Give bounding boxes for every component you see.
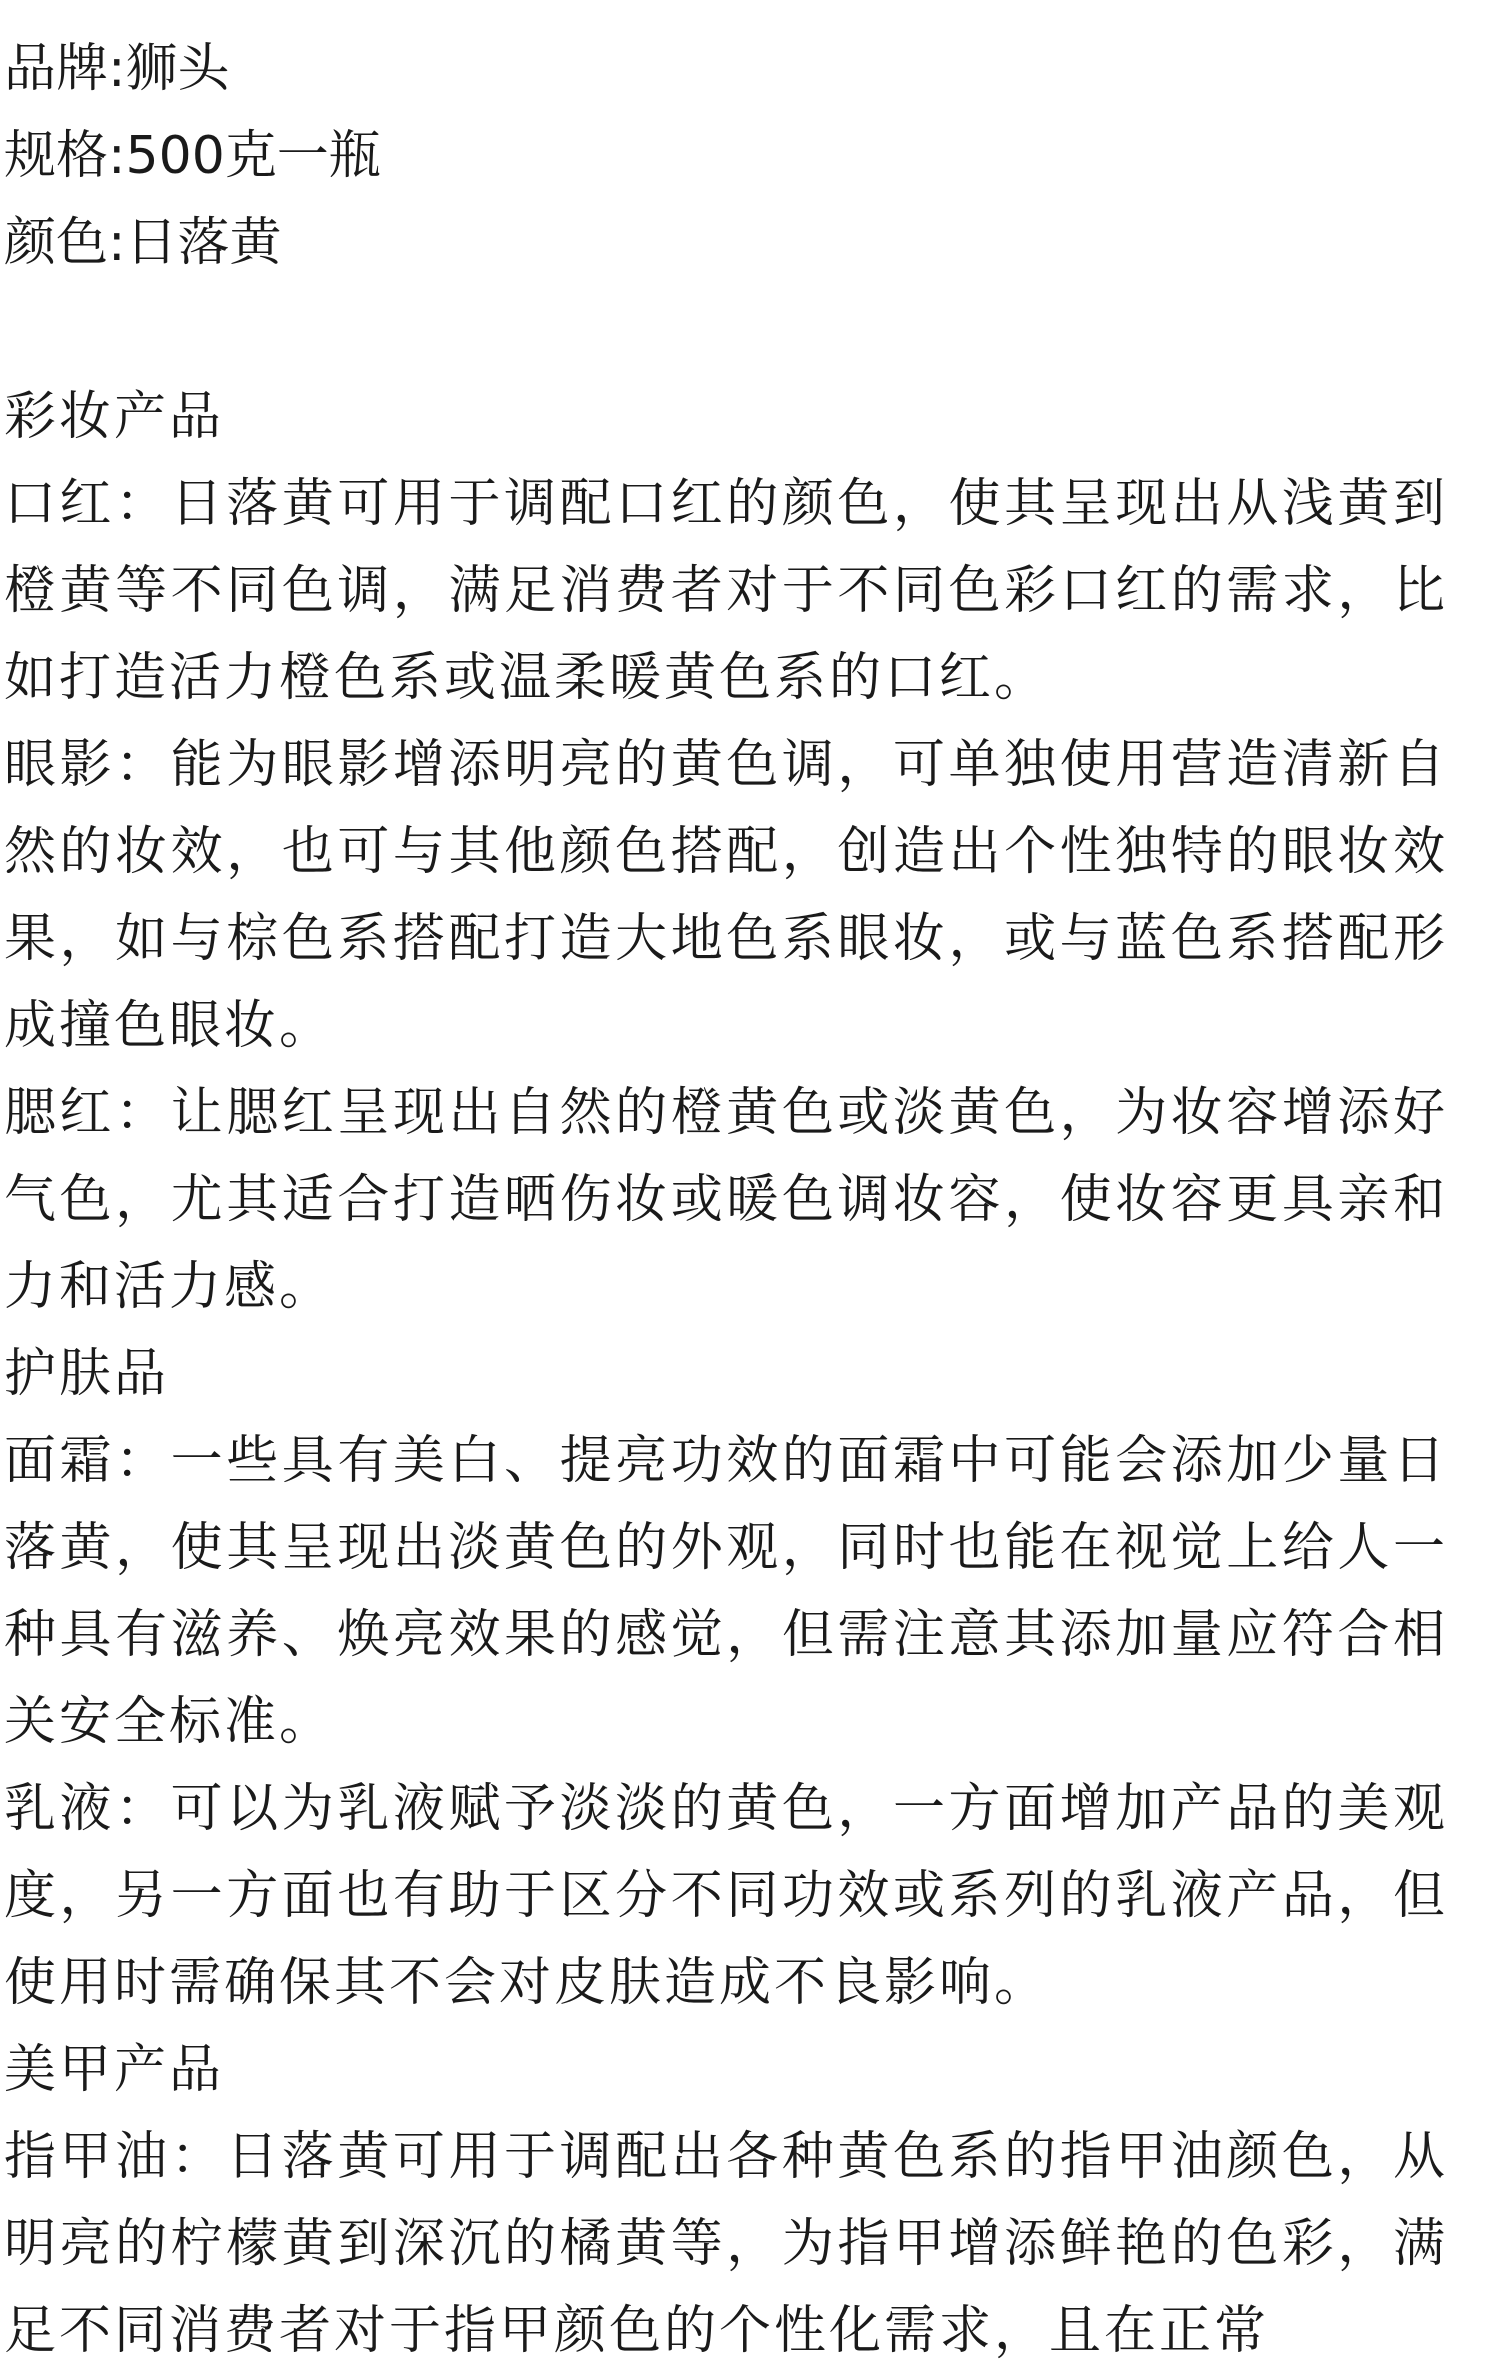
cream-paragraph: 面霜：一些具有美白、提亮功效的面霜中可能会添加少量日落黄，使其呈现出淡黄色的外观，同时也能在视觉上给人一种具有滋养、焕亮效果的感觉，但需注意其添加量应符合相关安全标准。 <box>4 1431 1448 1752</box>
blush-paragraph: 腮红：让腮红呈现出自然的橙黄色或淡黄色，为妆容增添好气色，尤其适合打造晒伤妆或暖色调妆容，使妆容更具亲和力和活力感。 <box>4 1083 1448 1317</box>
makeup-heading: 彩妆产品 <box>4 387 225 447</box>
lipstick-paragraph: 口红：日落黄可用于调配口红的颜色，使其呈现出从浅黄到橙黄等不同色调，满足消费者对于不同色彩口红的需求，比如打造活力橙色系或温柔暖黄色系的口红。 <box>4 474 1448 708</box>
document <box>4 0 1448 2375</box>
brand-line: 品牌:狮头 <box>4 39 230 99</box>
blank-line <box>4 287 1448 374</box>
skincare-heading: 护肤品 <box>4 1344 170 1404</box>
eyeshadow-paragraph: 眼影：能为眼影增添明亮的黄色调，可单独使用营造清新自然的妆效，也可与其他颜色搭配，创造出个性独特的眼妆效果，如与棕色系搭配打造大地色系眼妆，或与蓝色系搭配形成撞色眼妆。 <box>4 735 1448 1056</box>
usage-content <box>4 374 1448 2375</box>
nail-heading: 美甲产品 <box>4 2040 225 2100</box>
lotion-paragraph: 乳液：可以为乳液赋予淡淡的黄色，一方面增加产品的美观度，另一方面也有助于区分不同功效或系列的乳液产品，但使用时需确保其不会对皮肤造成不良影响。 <box>4 1779 1448 2013</box>
nail-polish-paragraph: 指甲油：日落黄可用于调配出各种黄色系的指甲油颜色，从明亮的柠檬黄到深沉的橘黄等，为指甲增添鲜艳的色彩，满足不同消费者对于指甲颜色的个性化需求，且在正常 <box>4 2127 1448 2361</box>
spec-line: 规格:500克一瓶 <box>4 126 381 186</box>
product-meta <box>4 26 1448 287</box>
color-line: 颜色:日落黄 <box>4 213 282 273</box>
